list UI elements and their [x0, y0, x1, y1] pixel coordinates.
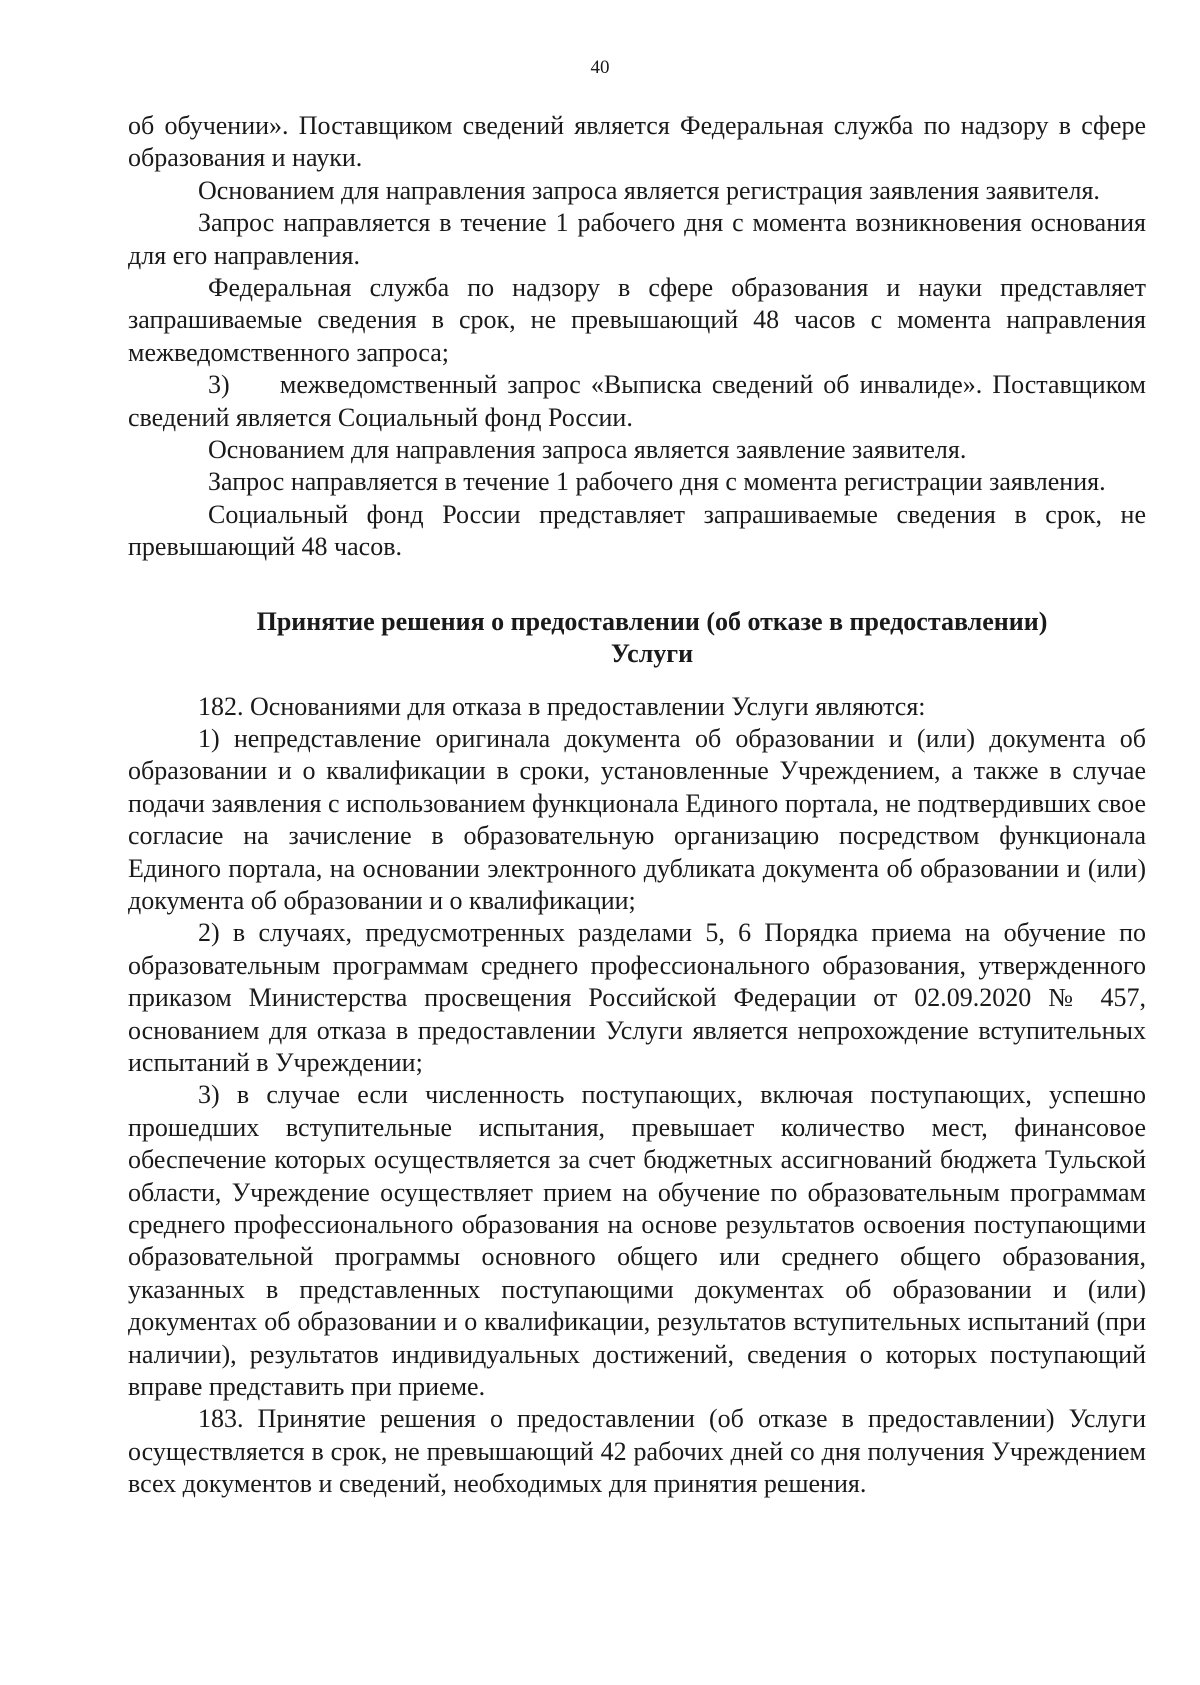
- paragraph-183: 183. Принятие решения о предоставлении (об отказе в предоставлении) Услуги осуществляется в срок, не превышающий 42 рабочих дней со дня получения Учреждением всех документов и сведений, необходимых для принятия решения.: [128, 1404, 1146, 1499]
- document-body: [128, 110, 1153, 1501]
- paragraph-request-timing: Запрос направляется в течение 1 рабочего дня с момента возникновения основания для его направления.: [128, 208, 1146, 270]
- paragraph-item-3-disability-request: 3) межведомственный запрос «Выписка сведений об инвалиде». Поставщиком сведений является Социальный фонд России.: [128, 370, 1153, 432]
- paragraph-182-item-2: 2) в случаях, предусмотренных разделами 5, 6 Порядка приема на обучение по образовательным программам среднего профессионального образования, утвержденного приказом Министерства просвещения Российской Федерации от 02.09.2020 № 457, основанием для отказа в предоставлении Услуги является непрохождение вступительных испытаний в Учреждении;: [128, 918, 1146, 1077]
- section-heading-line-1: Принятие решения о предоставлении (об отказе в предоставлении): [256, 606, 1048, 636]
- paragraph-social-fund-response: Социальный фонд России представляет запрашиваемые сведения в срок, не превышающий 48 часов.: [128, 499, 1146, 562]
- paragraph-182: 182. Основаниями для отказа в предоставлении Услуги являются:: [198, 691, 926, 721]
- paragraph-basis-application: Основанием для направления запроса является заявление заявителя.: [208, 435, 967, 465]
- paragraph-182-item-1: 1) непредставление оригинала документа об образовании и (или) документа об образовании и о квалификации в сроки, установленные Учреждением, а также в случае подачи заявления с использованием функционала Единого портала, не подтвердивших свое согласие на зачисление в образовательную организацию посредством функционала Единого портала, на основании электронного дубликата документа об образовании и (или) документа об образовании и о квалификации;: [128, 723, 1146, 915]
- paragraph-federal-service-response: Федеральная служба по надзору в сфере образования и науки представляет запрашиваемые сведения в срок, не превышающий 48 часов с момента направления межведомственного запроса;: [128, 273, 1146, 367]
- section-heading-line-2: Услуги: [610, 639, 694, 669]
- paragraph-continuation: об обучении». Поставщиком сведений является Федеральная служба по надзору в сфере образования и науки.: [128, 111, 1146, 173]
- page-number: 40: [590, 57, 610, 78]
- section-heading: [128, 606, 1146, 671]
- paragraph-182-item-3: 3) в случае если численность поступающих, включая поступающих, успешно прошедших вступительные испытания, превышает количество мест, финансовое обеспечение которых осуществляется за счет бюджетных ассигнований бюджета Тульской области, Учреждение осуществляет прием на обучение по образовательным программам среднего профессионального образования на основе результатов освоения поступающими образовательной программы основного общего или среднего общего образования, указанных в представленных поступающими документах об образовании и (или) документах об образовании и о квалификации, результатов вступительных испытаний (при наличии), результатов индивидуальных достижений, сведения о которых поступающий вправе представить при приеме.: [128, 1080, 1146, 1402]
- paragraph-basis: Основанием для направления запроса является регистрация заявления заявителя.: [198, 175, 1100, 205]
- paragraph-request-registration-timing: Запрос направляется в течение 1 рабочего дня с момента регистрации заявления.: [208, 467, 1106, 497]
